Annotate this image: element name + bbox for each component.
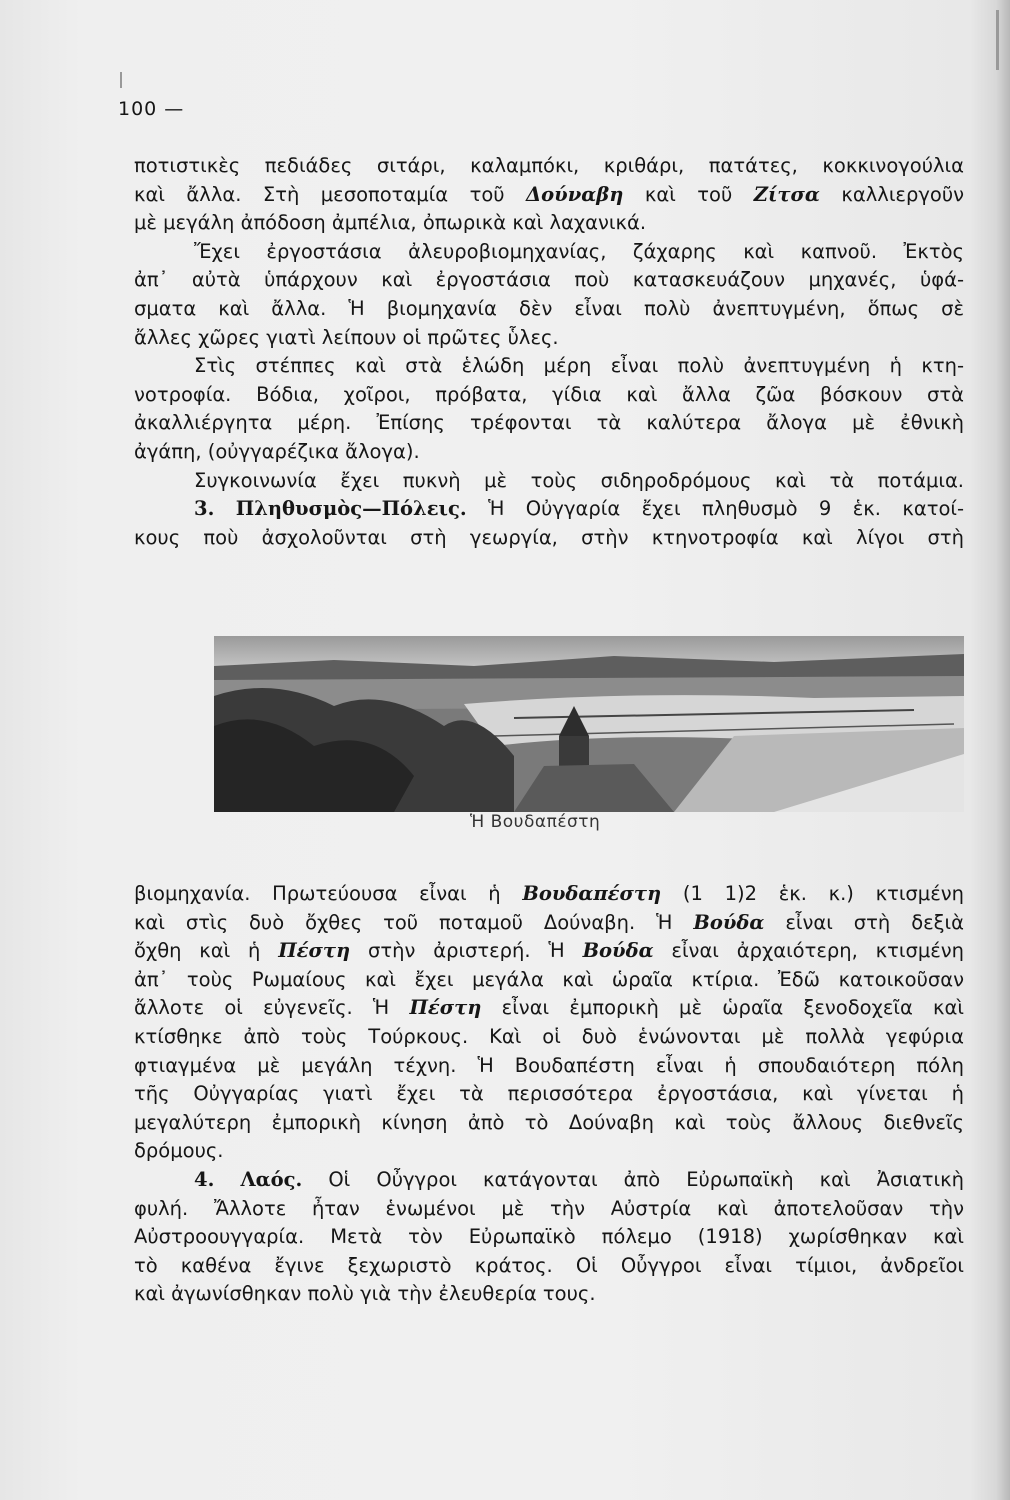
text-line: ἄλλες χῶρες γιατὶ λείπουν οἱ πρῶτες ὗλες. [134, 325, 559, 349]
text-line: μεγαλύτερη ἐμπορικὴ κίνηση ἀπὸ τὸ Δούναβη καὶ τοὺς ἄλλους διεθνεῖς [134, 1110, 964, 1134]
text-line: ἀπ᾽ αὐτὰ ὑπάρχουν καὶ ἐργοστάσια ποὺ κατασκευάζουν μηχανές, ὑφά- [134, 268, 964, 292]
section-heading: Λαός. [240, 1167, 303, 1191]
text-line: Στὶς στέππες καὶ στὰ ἑλώδη μέρη εἶναι πολὺ ἀνεπτυγμένη ἡ κτη- [194, 354, 964, 378]
text-line: σματα καὶ ἄλλα. Ἡ βιομηχανία δὲν εἶναι πολὺ ἀνεπτυγμένη, ὅπως σὲ [134, 296, 964, 320]
text-line: κτίσθηκε ἀπὸ τοὺς Τούρκους. Καὶ οἱ δυὸ ἑνώνονται μὲ πολλὰ γεφύρια [134, 1024, 964, 1048]
print-mark [120, 72, 122, 88]
text-line: κους ποὺ ἀσχολοῦνται στὴ γεωργία, στὴν κτηνοτροφία καὶ λίγοι στὴ [134, 525, 964, 549]
text-line: 4. Λαός. Οἱ Οὖγγροι κατάγονται ἀπὸ Εὐρωπαϊκὴ καὶ Ἀσιατικὴ [194, 1167, 964, 1191]
section-number: 3. [194, 497, 215, 521]
text-line: καὶ στὶς δυὸ ὄχθες τοῦ ποταμοῦ Δούναβη. Ἡ Βούδα εἶναι στὴ δεξιὰ [134, 910, 964, 934]
text-line: Ἔχει ἐργοστάσια ἀλευροβιομηχανίας, ζάχαρης καὶ καπνοῦ. Ἐκτὸς [194, 239, 964, 263]
text-line: καὶ ἄλλα. Στὴ μεσοποταμία τοῦ Δούναβη καὶ τοῦ Ζίτσα καλλιεργοῦν [134, 182, 964, 206]
text-line: ἀκαλλιέργητα μέρη. Ἐπίσης τρέφονται τὰ καλύτερα ἄλογα μὲ ἐθνικὴ [134, 411, 964, 435]
emphasis-text: Δούναβη [526, 182, 624, 206]
text-line: 3. Πληθυσμὸς—Πόλεις. Ἡ Οὐγγαρία ἔχει πληθυσμὸ 9 ἑκ. κατοί- [194, 497, 965, 521]
text-line: βιομηχανία. Πρωτεύουσα εἶναι ἡ Βουδαπέστη (1 1)2 ἑκ. κ.) κτισμένη [134, 882, 964, 905]
section-number: 4. [194, 1167, 215, 1191]
photo-caption: Ἡ Βουδαπέστη [470, 812, 601, 832]
text-line: ἀπ᾽ τοὺς Ρωμαίους καὶ ἔχει μεγάλα καὶ ὡραῖα κτίρια. Ἐδῶ κατοικοῦσαν [134, 967, 964, 991]
text-line: Αὐστροουγγαρία. Μετὰ τὸν Εὐρωπαϊκὸ πόλεμο (1918) χωρίσθηκαν καὶ [134, 1225, 964, 1249]
budapest-photo-illustration [214, 636, 964, 812]
section-heading: Πληθυσμὸς—Πόλεις. [235, 497, 467, 521]
emphasis-text: Βούδα [693, 910, 765, 934]
body-text-top [134, 152, 964, 552]
text-line: ποτιστικὲς πεδιάδες σιτάρι, καλαμπόκι, κριθάρι, πατάτες, κοκκινογούλια [134, 154, 964, 177]
page-edge [996, 0, 1010, 1500]
print-mark [996, 10, 999, 70]
text-line: νοτροφία. Βόδια, χοῖροι, πρόβατα, γίδια καὶ ἄλλα ζῶα βόσκουν στὰ [134, 382, 964, 406]
text-line: δρόμους. [134, 1139, 224, 1163]
budapest-photo [214, 636, 964, 812]
text-line: ἀγάπη, (οὐγγαρέζικα ἄλογα). [134, 439, 420, 463]
text-line: φυλή. Ἄλλοτε ἦταν ἑνωμένοι μὲ τὴν Αὐστρία καὶ ἀποτελοῦσαν τὴν [134, 1196, 964, 1220]
text-line: Συγκοινωνία ἔχει πυκνὴ μὲ τοὺς σιδηροδρόμους καὶ τὰ ποτάμια. [194, 468, 964, 492]
text-line: καὶ ἀγωνίσθηκαν πολὺ γιὰ τὴν ἐλευθερία τους. [134, 1282, 596, 1306]
text-line: φτιαγμένα μὲ μεγάλη τέχνη. Ἡ Βουδαπέστη εἶναι ἡ σπουδαιότερη πόλη [134, 1053, 964, 1077]
text-line: τῆς Οὐγγαρίας γιατὶ ἔχει τὰ περισσότερα ἐργοστάσια, καὶ γίνεται ἡ [134, 1082, 964, 1106]
text-line: ἄλλοτε οἱ εὐγενεῖς. Ἡ Πέστη εἶναι ἐμπορικὴ μὲ ὡραῖα ξενοδοχεῖα καὶ [134, 996, 965, 1020]
emphasis-text: Πέστη [409, 996, 482, 1020]
text-line: τὸ καθένα ἔγινε ξεχωριστὸ κράτος. Οἱ Οὖγγροι εἶναι τίμιοι, ἀνδρεῖοι [134, 1253, 964, 1277]
emphasis-text: Βούδα [582, 939, 654, 963]
text-line: μὲ μεγάλη ἀπόδοση ἀμπέλια, ὀπωρικὰ καὶ λαχανικά. [134, 211, 647, 235]
emphasis-text: Πέστη [278, 939, 351, 963]
page-number: 100 — [118, 98, 185, 120]
emphasis-text: Ζίτσα [753, 182, 820, 206]
emphasis-text: Βουδαπέστη [522, 882, 662, 905]
body-text-bottom [134, 880, 964, 1309]
text-line: ὄχθη καὶ ἡ Πέστη στὴν ἀριστερή. Ἡ Βούδα εἶναι ἀρχαιότερη, κτισμένη [134, 939, 965, 963]
